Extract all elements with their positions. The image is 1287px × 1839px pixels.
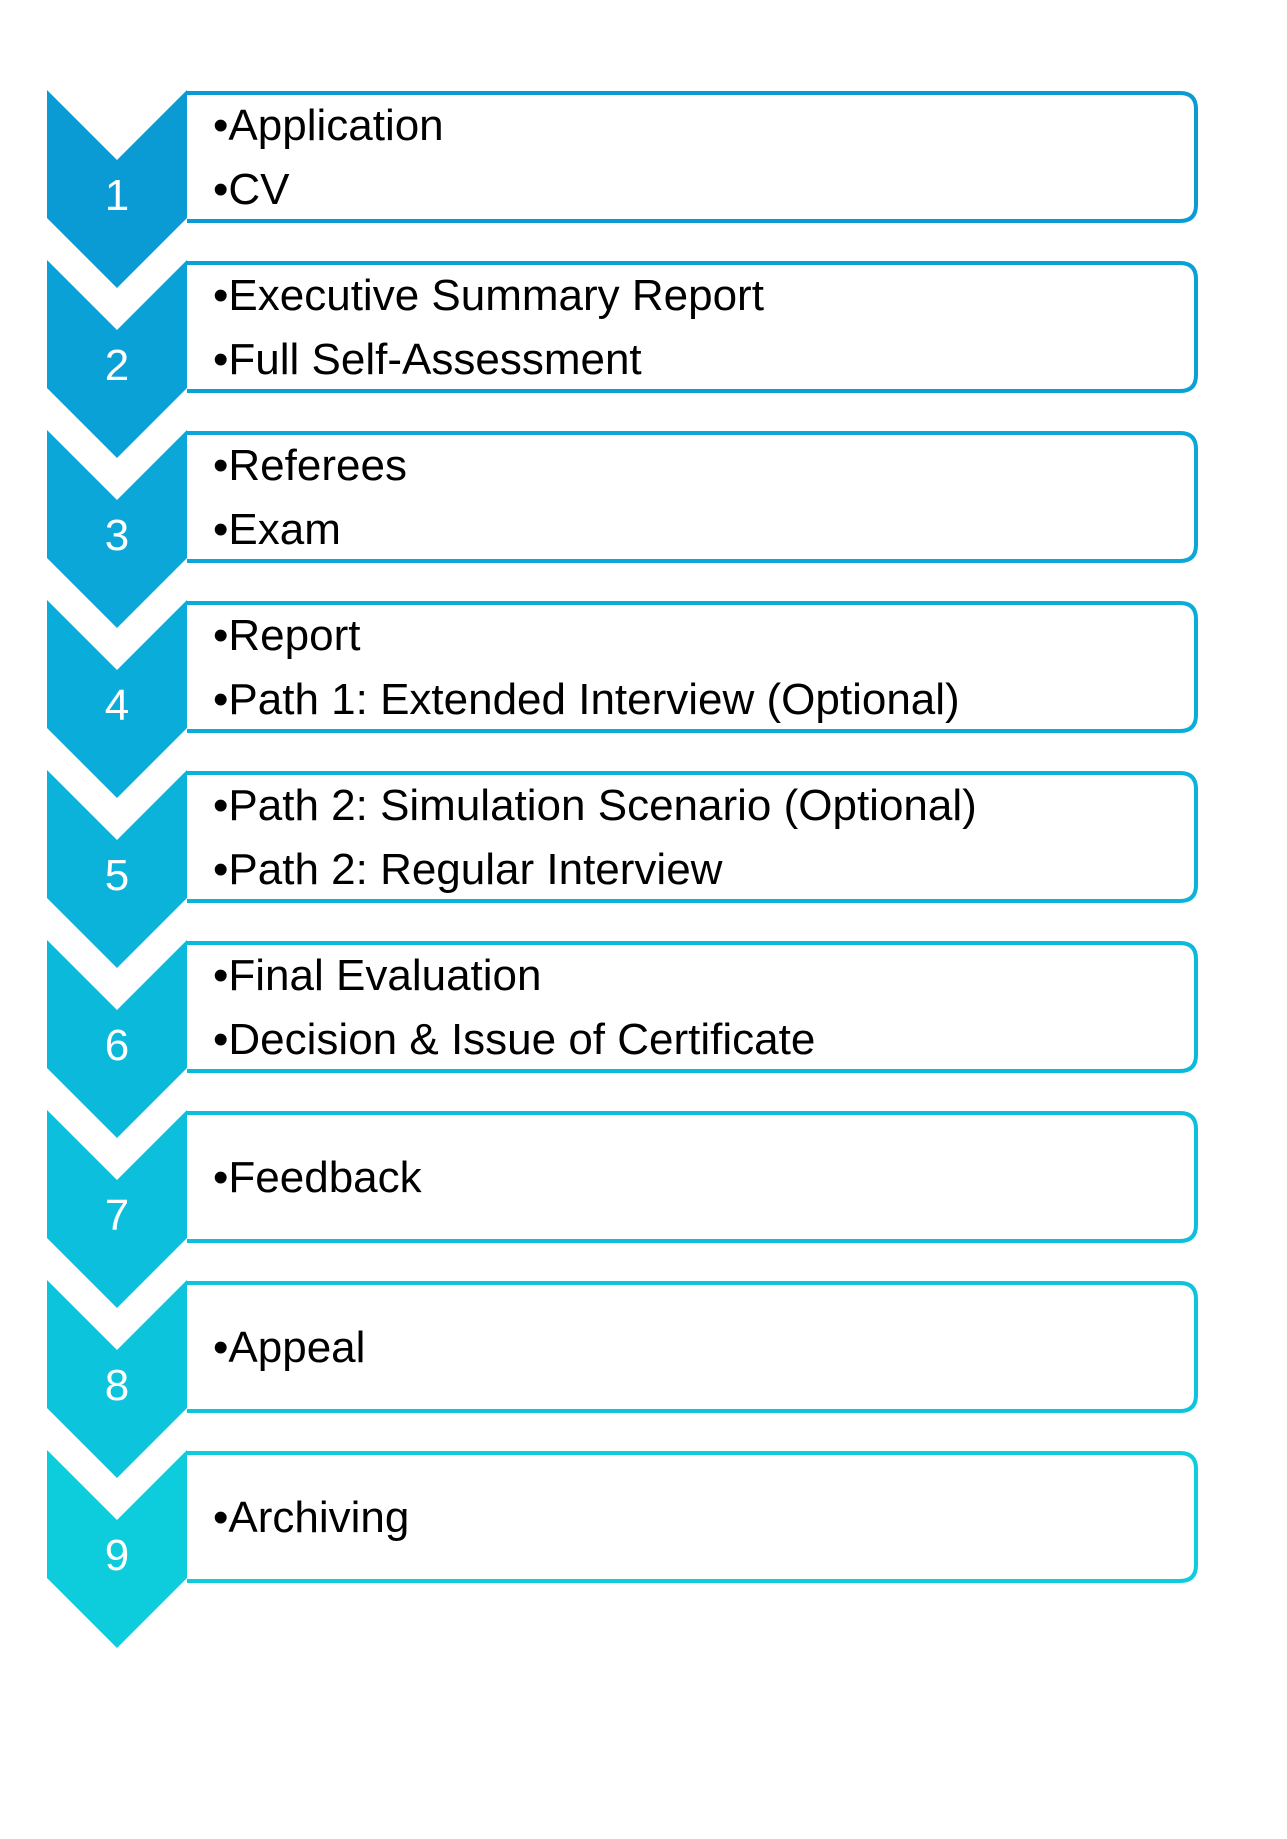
step-item-text: •Application bbox=[213, 101, 444, 150]
step-1 bbox=[47, 90, 1196, 288]
step-item-text: •Path 1: Extended Interview (Optional) bbox=[213, 675, 960, 724]
step-8 bbox=[47, 1280, 1196, 1478]
step-item-text: •Path 2: Regular Interview bbox=[213, 845, 723, 894]
step-item-text: •Full Self-Assessment bbox=[213, 335, 642, 384]
step-item-text: •Referees bbox=[213, 441, 407, 490]
step-item-text: •Final Evaluation bbox=[213, 951, 542, 1000]
step-number: 3 bbox=[104, 511, 130, 560]
step-number: 4 bbox=[104, 681, 130, 730]
step-number: 8 bbox=[104, 1361, 130, 1410]
step-item-text: •Exam bbox=[213, 505, 341, 554]
step-number: 2 bbox=[104, 341, 130, 390]
step-7 bbox=[47, 1110, 1196, 1308]
step-2 bbox=[47, 260, 1196, 458]
step-item-text: •Report bbox=[213, 611, 361, 660]
step-3 bbox=[47, 430, 1196, 628]
step-9 bbox=[47, 1450, 1196, 1648]
step-number: 9 bbox=[104, 1531, 130, 1580]
step-4 bbox=[47, 600, 1196, 798]
step-item-text: •Path 2: Simulation Scenario (Optional) bbox=[213, 781, 977, 830]
step-number: 5 bbox=[104, 851, 130, 900]
step-number: 7 bbox=[104, 1191, 130, 1240]
step-item-text: •CV bbox=[213, 165, 290, 214]
step-item-text: •Executive Summary Report bbox=[213, 271, 764, 320]
step-item-text: •Appeal bbox=[213, 1323, 366, 1372]
step-item-text: •Archiving bbox=[213, 1493, 410, 1542]
step-item-text: •Feedback bbox=[213, 1153, 422, 1202]
step-item-text: •Decision & Issue of Certificate bbox=[213, 1015, 816, 1064]
step-5 bbox=[47, 770, 1196, 968]
step-number: 1 bbox=[104, 171, 130, 220]
step-number: 6 bbox=[104, 1021, 130, 1070]
step-6 bbox=[47, 940, 1196, 1138]
